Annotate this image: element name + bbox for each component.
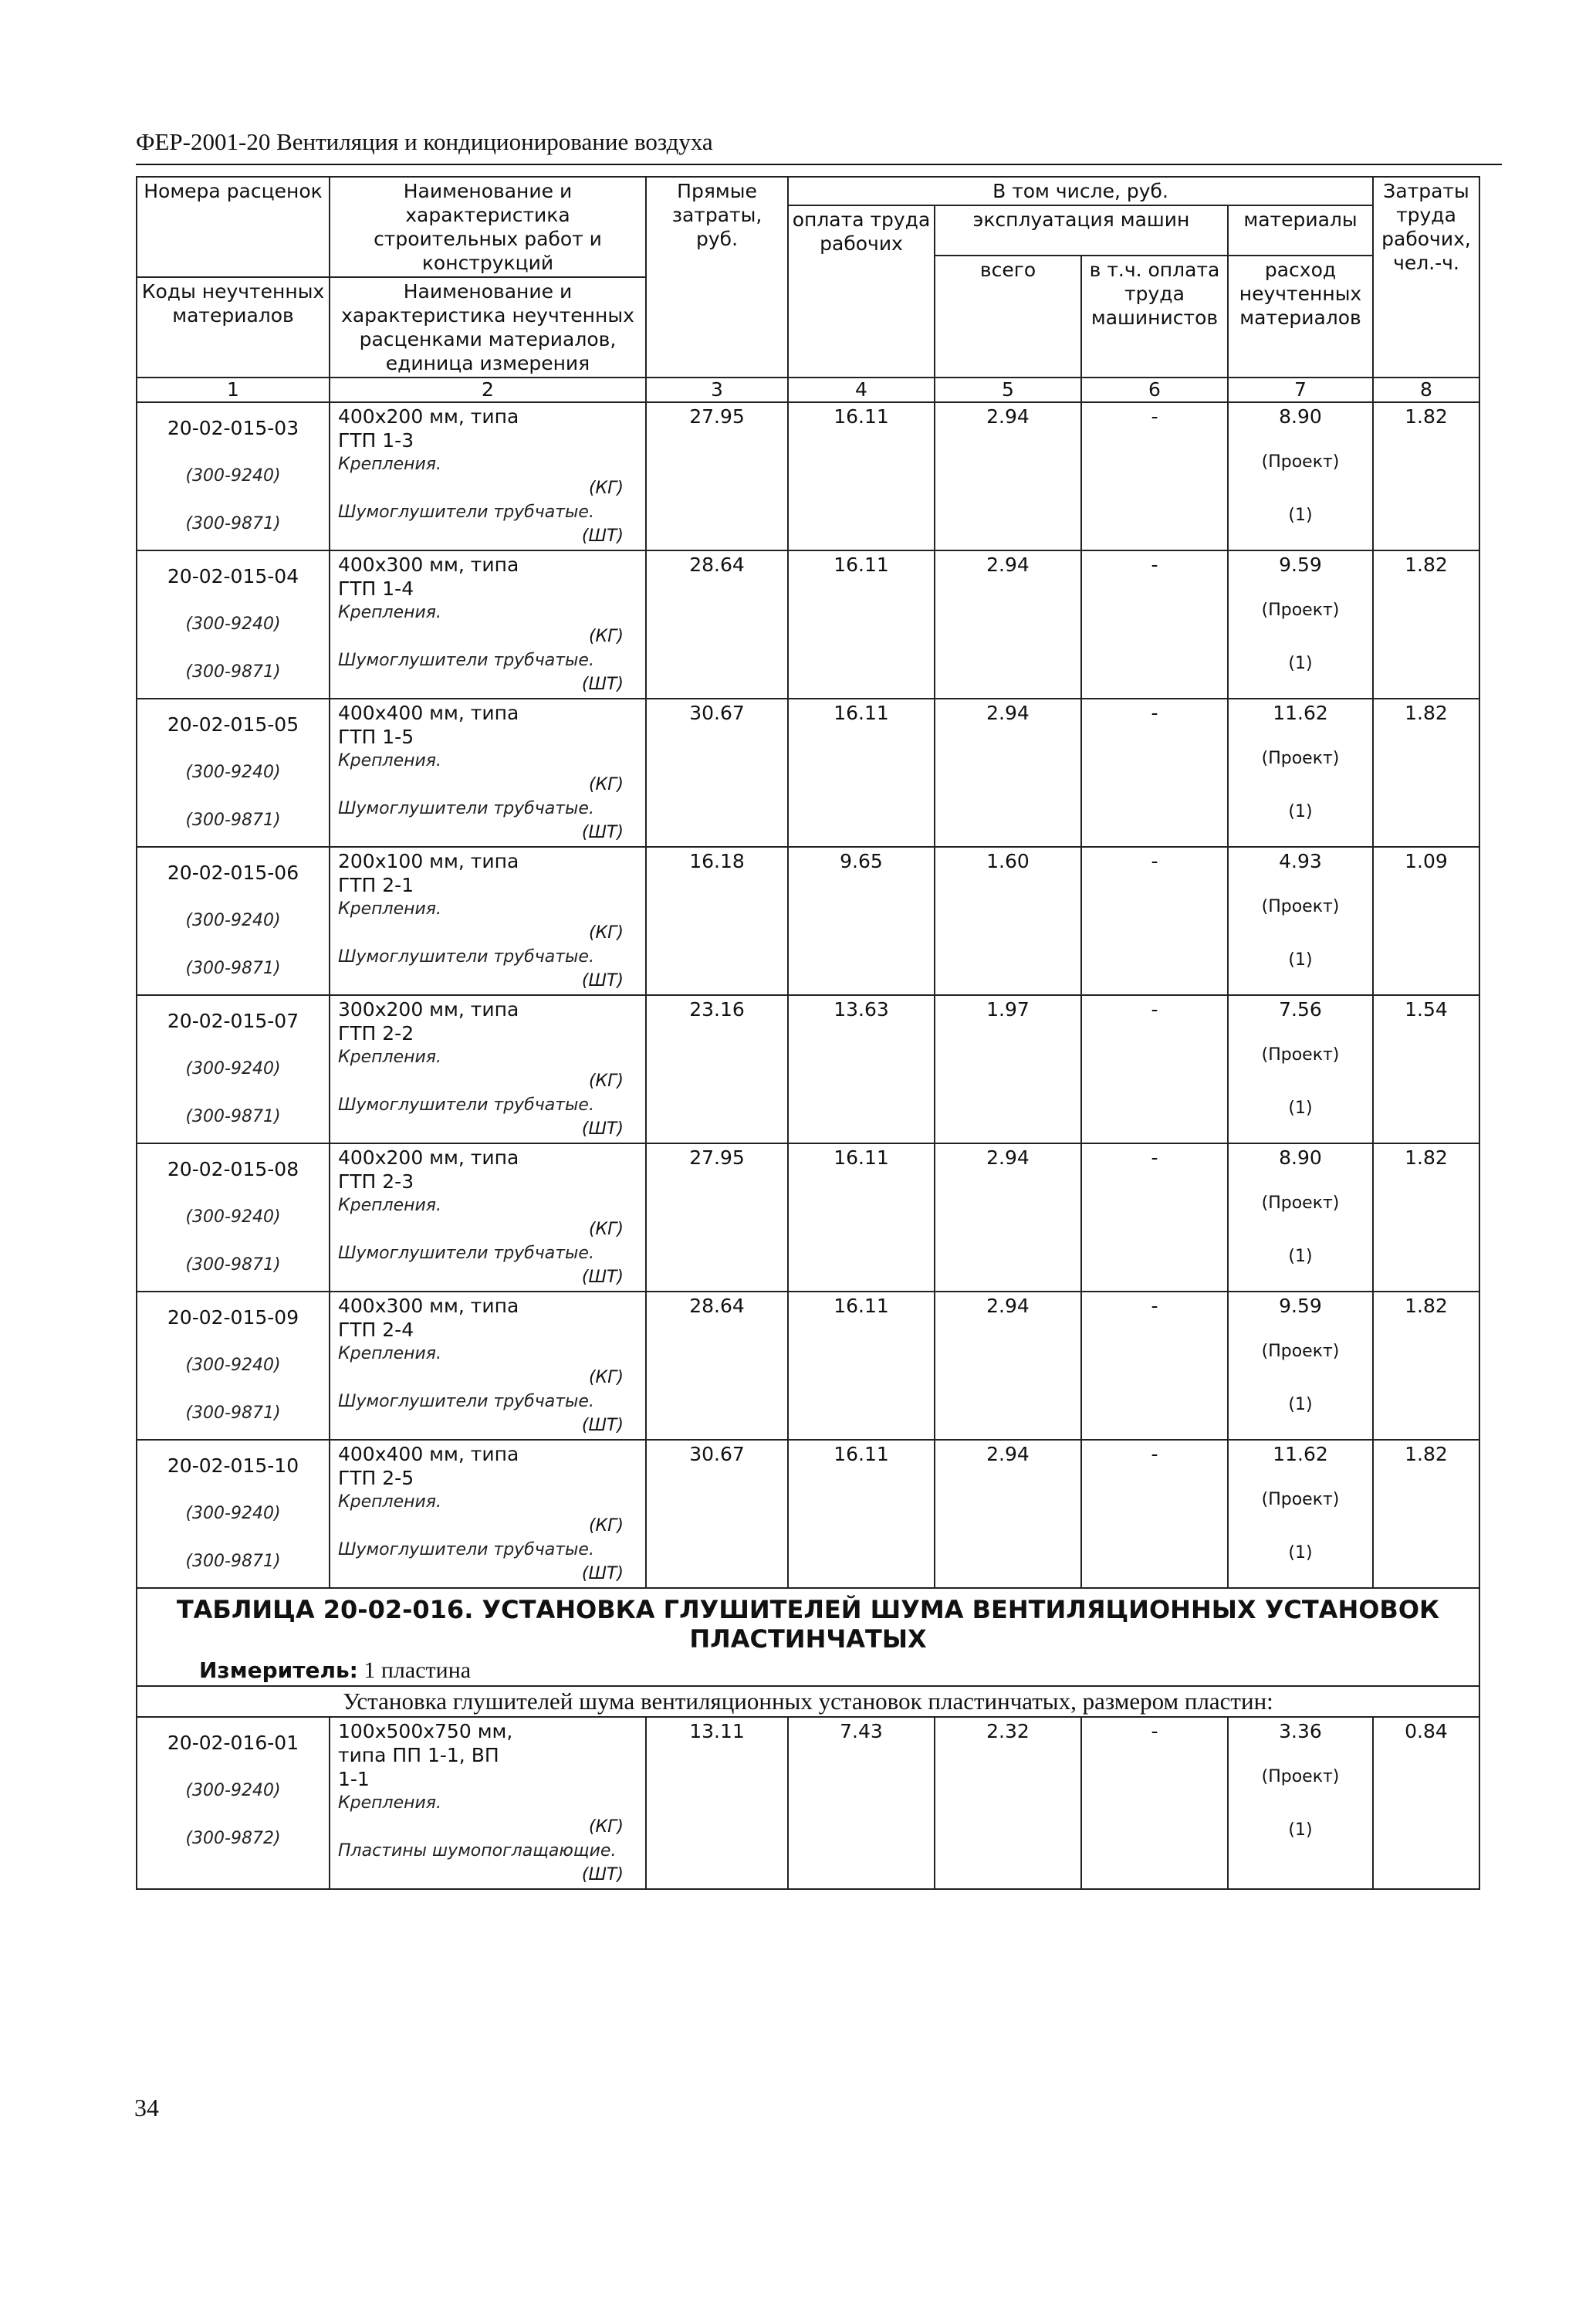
col-labor-pay: оплата труда рабочих <box>788 205 935 378</box>
rate-row <box>137 550 1479 699</box>
table-016-title: ТАБЛИЦА 20-02-016. УСТАНОВКА ГЛУШИТЕЛЕЙ ШУМА ВЕНТИЛЯЦИОННЫХ УСТАНОВОК ПЛАСТИНЧАТЫХ <box>176 1595 1440 1654</box>
col-including: В том числе, руб. <box>788 177 1373 205</box>
rate-name: 200x100 мм, типа ГТП 2-1 <box>338 850 519 896</box>
materials-cell <box>1228 1440 1373 1588</box>
rate-code-cell <box>137 1717 330 1889</box>
rate-code: 20-02-015-05 <box>167 713 299 736</box>
rate-code: 20-02-015-09 <box>167 1306 299 1329</box>
col-machines-total: всего <box>935 256 1081 378</box>
material-code: (300-9240) <box>185 1059 281 1078</box>
material-code: (300-9871) <box>185 1107 281 1126</box>
machines-value: 2.94 <box>935 699 1081 847</box>
col-unaccounted-materials: расход неучтенных материалов <box>1228 256 1373 378</box>
rate-row <box>137 847 1479 995</box>
material-code: (300-9240) <box>185 1781 281 1800</box>
material-quantity: (Проект) <box>1261 749 1340 768</box>
direct-costs-value: 13.11 <box>646 1717 788 1889</box>
material-name: Крепления. <box>338 1793 442 1813</box>
rate-description-cell <box>330 1143 646 1292</box>
material-quantity: (Проект) <box>1261 1194 1340 1213</box>
material-unit: (КГ) <box>588 1516 624 1536</box>
operators-pay-value: - <box>1081 1292 1228 1440</box>
labor-hours-value: 1.82 <box>1373 1440 1479 1588</box>
material-unit: (КГ) <box>588 923 624 943</box>
rate-code-cell <box>137 847 330 995</box>
labor-hours-value: 1.54 <box>1373 995 1479 1143</box>
direct-costs-value: 23.16 <box>646 995 788 1143</box>
column-number: 3 <box>646 378 788 402</box>
rate-description-cell <box>330 699 646 847</box>
material-quantity: (1) <box>1288 1099 1313 1118</box>
material-unit: (ШТ) <box>581 1268 624 1287</box>
col-operators-pay: в т.ч. оплата труда машинистов <box>1081 256 1228 378</box>
direct-costs-value: 28.64 <box>646 550 788 699</box>
col-work-name: Наименование и характеристика строительных работ и конструкций <box>330 177 646 277</box>
material-quantity: (1) <box>1288 1395 1313 1414</box>
labor-pay-value: 9.65 <box>788 847 935 995</box>
material-unit: (КГ) <box>588 775 624 794</box>
material-quantity: (Проект) <box>1261 1767 1340 1786</box>
rate-description-cell <box>330 847 646 995</box>
rate-name: 400x200 мм, типа ГТП 1-3 <box>338 405 519 452</box>
machines-value: 2.94 <box>935 1292 1081 1440</box>
material-quantity: (1) <box>1288 654 1313 673</box>
rate-row <box>137 1292 1479 1440</box>
material-unit: (КГ) <box>588 479 624 498</box>
material-code: (300-9240) <box>185 911 281 930</box>
material-unit: (ШТ) <box>581 971 624 990</box>
material-name: Крепления. <box>338 899 442 919</box>
material-name: Шумоглушители трубчатые. <box>338 1095 594 1115</box>
material-name: Шумоглушители трубчатые. <box>338 799 594 818</box>
rate-code-cell <box>137 550 330 699</box>
labor-hours-value: 1.82 <box>1373 1292 1479 1440</box>
rate-name: 400x300 мм, типа ГТП 1-4 <box>338 554 519 600</box>
rate-code-cell <box>137 1440 330 1588</box>
material-unit: (ШТ) <box>581 1865 624 1884</box>
material-quantity: (1) <box>1288 506 1313 525</box>
rate-name: 400x400 мм, типа ГТП 1-5 <box>338 702 519 748</box>
material-unit: (ШТ) <box>581 823 624 842</box>
measure-line <box>137 1654 1479 1685</box>
rates-table <box>136 176 1480 1890</box>
material-code: (300-9871) <box>185 811 281 830</box>
rate-code: 20-02-016-01 <box>167 1732 299 1754</box>
material-name: Шумоглушители трубчатые. <box>338 1392 594 1411</box>
material-name: Шумоглушители трубчатые. <box>338 947 594 967</box>
material-name: Крепления. <box>338 455 442 474</box>
page-number: 34 <box>134 2094 159 2121</box>
material-name: Крепления. <box>338 1492 442 1512</box>
machines-value: 2.94 <box>935 402 1081 550</box>
material-code: (300-9871) <box>185 662 281 682</box>
rate-name: 100x500x750 мм, типа ПП 1-1, ВП 1-1 <box>338 1720 513 1790</box>
material-quantity: (1) <box>1288 950 1313 970</box>
labor-hours-value: 1.82 <box>1373 1143 1479 1292</box>
material-code: (300-9240) <box>185 466 281 486</box>
section-title: Установка глушителей шума вентиляционных установок пластинчатых, размером пластин: <box>137 1686 1479 1717</box>
column-number: 2 <box>330 378 646 402</box>
material-quantity: (Проект) <box>1261 601 1340 620</box>
labor-pay-value: 16.11 <box>788 402 935 550</box>
machines-value: 2.94 <box>935 1440 1081 1588</box>
operators-pay-value: - <box>1081 1143 1228 1292</box>
column-number: 6 <box>1081 378 1228 402</box>
material-unit: (КГ) <box>588 1817 624 1837</box>
operators-pay-value: - <box>1081 550 1228 699</box>
rate-description-cell <box>330 1440 646 1588</box>
material-name: Крепления. <box>338 1196 442 1215</box>
material-quantity: (Проект) <box>1261 452 1340 472</box>
machines-value: 2.94 <box>935 1143 1081 1292</box>
material-unit: (ШТ) <box>581 527 624 546</box>
column-number: 5 <box>935 378 1081 402</box>
labor-hours-value: 1.09 <box>1373 847 1479 995</box>
operators-pay-value: - <box>1081 847 1228 995</box>
rate-row <box>137 1440 1479 1588</box>
section-row <box>137 1686 1479 1717</box>
materials-cell <box>1228 550 1373 699</box>
materials-value: 11.62 <box>1273 702 1328 724</box>
material-name: Крепления. <box>338 751 442 770</box>
materials-value: 7.56 <box>1279 998 1322 1021</box>
direct-costs-value: 28.64 <box>646 1292 788 1440</box>
rate-code: 20-02-015-10 <box>167 1454 299 1477</box>
column-number: 1 <box>137 378 330 402</box>
operators-pay-value: - <box>1081 1440 1228 1588</box>
column-number: 7 <box>1228 378 1373 402</box>
material-code: (300-9872) <box>185 1829 281 1848</box>
labor-hours-value: 1.82 <box>1373 699 1479 847</box>
materials-cell <box>1228 1143 1373 1292</box>
direct-costs-value: 27.95 <box>646 1143 788 1292</box>
column-numbers-row <box>137 378 1479 402</box>
material-code: (300-9871) <box>185 1403 281 1423</box>
rate-code-cell <box>137 699 330 847</box>
rate-code: 20-02-015-04 <box>167 565 299 587</box>
materials-value: 4.93 <box>1279 850 1322 872</box>
material-code: (300-9240) <box>185 1504 281 1523</box>
rate-name: 300x200 мм, типа ГТП 2-2 <box>338 998 519 1045</box>
column-number: 8 <box>1373 378 1479 402</box>
machines-value: 1.60 <box>935 847 1081 995</box>
material-unit: (ШТ) <box>581 1119 624 1139</box>
rate-row <box>137 1717 1479 1889</box>
rate-row <box>137 1143 1479 1292</box>
rate-description-cell <box>330 550 646 699</box>
direct-costs-value: 30.67 <box>646 1440 788 1588</box>
material-name: Шумоглушители трубчатые. <box>338 651 594 670</box>
material-name: Крепления. <box>338 1048 442 1067</box>
labor-pay-value: 16.11 <box>788 1143 935 1292</box>
labor-pay-value: 16.11 <box>788 1440 935 1588</box>
direct-costs-value: 16.18 <box>646 847 788 995</box>
rate-name: 400x300 мм, типа ГТП 2-4 <box>338 1295 519 1341</box>
direct-costs-value: 30.67 <box>646 699 788 847</box>
labor-pay-value: 16.11 <box>788 1292 935 1440</box>
rate-code: 20-02-015-08 <box>167 1158 299 1180</box>
operators-pay-value: - <box>1081 995 1228 1143</box>
material-name: Крепления. <box>338 1344 442 1363</box>
rate-name: 400x400 мм, типа ГТП 2-5 <box>338 1443 519 1489</box>
operators-pay-value: - <box>1081 1717 1228 1889</box>
material-name: Шумоглушители трубчатые. <box>338 503 594 522</box>
materials-value: 9.59 <box>1279 554 1322 576</box>
labor-hours-value: 0.84 <box>1373 1717 1479 1889</box>
material-quantity: (1) <box>1288 802 1313 821</box>
table-016-title-row <box>137 1588 1479 1686</box>
materials-cell <box>1228 847 1373 995</box>
labor-hours-value: 1.82 <box>1373 550 1479 699</box>
column-number: 4 <box>788 378 935 402</box>
material-name: Пластины шумопоглащающие. <box>338 1841 617 1861</box>
col-direct-costs: Прямые затраты, руб. <box>646 177 788 378</box>
material-unit: (КГ) <box>588 1072 624 1091</box>
materials-cell <box>1228 699 1373 847</box>
col-rate-numbers: Номера расценок <box>137 177 330 277</box>
col-material-names: Наименование и характеристика неучтенных расценками материалов, единица измерения <box>330 277 646 378</box>
material-unit: (ШТ) <box>581 1564 624 1583</box>
labor-pay-value: 7.43 <box>788 1717 935 1889</box>
col-material-codes: Коды неучтенных материалов <box>137 277 330 378</box>
col-labor-hours: Затраты труда рабочих, чел.-ч. <box>1373 177 1479 378</box>
labor-hours-value: 1.82 <box>1373 402 1479 550</box>
material-code: (300-9871) <box>185 1552 281 1571</box>
material-name: Шумоглушители трубчатые. <box>338 1244 594 1263</box>
material-quantity: (1) <box>1288 1247 1313 1266</box>
rate-code-cell <box>137 995 330 1143</box>
material-code: (300-9240) <box>185 1356 281 1375</box>
rate-description-cell <box>330 402 646 550</box>
rate-code-cell <box>137 1143 330 1292</box>
material-quantity: (1) <box>1288 1820 1313 1840</box>
rate-code: 20-02-015-07 <box>167 1010 299 1032</box>
operators-pay-value: - <box>1081 699 1228 847</box>
rate-row <box>137 995 1479 1143</box>
material-name: Шумоглушители трубчатые. <box>338 1540 594 1559</box>
rate-name: 400x200 мм, типа ГТП 2-3 <box>338 1146 519 1193</box>
rate-code: 20-02-015-06 <box>167 862 299 884</box>
materials-value: 3.36 <box>1279 1720 1322 1742</box>
rate-code-cell <box>137 402 330 550</box>
rate-description-cell <box>330 1292 646 1440</box>
measure-label: Измеритель: <box>199 1657 358 1683</box>
material-code: (300-9240) <box>185 1207 281 1227</box>
material-code: (300-9871) <box>185 1255 281 1275</box>
material-unit: (КГ) <box>588 1368 624 1387</box>
machines-value: 2.32 <box>935 1717 1081 1889</box>
material-code: (300-9240) <box>185 763 281 782</box>
rate-description-cell <box>330 995 646 1143</box>
materials-cell <box>1228 995 1373 1143</box>
rate-code-cell <box>137 1292 330 1440</box>
materials-cell <box>1228 1292 1373 1440</box>
direct-costs-value: 27.95 <box>646 402 788 550</box>
labor-pay-value: 16.11 <box>788 699 935 847</box>
material-code: (300-9871) <box>185 514 281 533</box>
material-unit: (ШТ) <box>581 675 624 694</box>
labor-pay-value: 13.63 <box>788 995 935 1143</box>
material-quantity: (Проект) <box>1261 1045 1340 1065</box>
machines-value: 1.97 <box>935 995 1081 1143</box>
measure-value: 1 пластина <box>363 1657 472 1683</box>
col-machines: эксплуатация машин <box>935 205 1228 256</box>
rate-row <box>137 402 1479 550</box>
material-quantity: (Проект) <box>1261 1342 1340 1361</box>
rate-row <box>137 699 1479 847</box>
rate-description-cell <box>330 1717 646 1889</box>
materials-cell <box>1228 402 1373 550</box>
operators-pay-value: - <box>1081 402 1228 550</box>
materials-value: 8.90 <box>1279 1146 1322 1169</box>
materials-value: 11.62 <box>1273 1443 1328 1465</box>
material-name: Крепления. <box>338 603 442 622</box>
col-materials: материалы <box>1228 205 1373 256</box>
machines-value: 2.94 <box>935 550 1081 699</box>
material-unit: (ШТ) <box>581 1416 624 1435</box>
materials-value: 8.90 <box>1279 405 1322 428</box>
page-header: ФЕР-2001-20 Вентиляция и кондиционирование воздуха <box>136 128 1502 165</box>
rate-code: 20-02-015-03 <box>167 417 299 439</box>
material-quantity: (Проект) <box>1261 897 1340 916</box>
material-unit: (КГ) <box>588 627 624 646</box>
materials-cell <box>1228 1717 1373 1889</box>
materials-value: 9.59 <box>1279 1295 1322 1317</box>
material-code: (300-9871) <box>185 959 281 978</box>
material-quantity: (Проект) <box>1261 1490 1340 1509</box>
labor-pay-value: 16.11 <box>788 550 935 699</box>
material-code: (300-9240) <box>185 615 281 634</box>
material-unit: (КГ) <box>588 1220 624 1239</box>
material-quantity: (1) <box>1288 1543 1313 1563</box>
